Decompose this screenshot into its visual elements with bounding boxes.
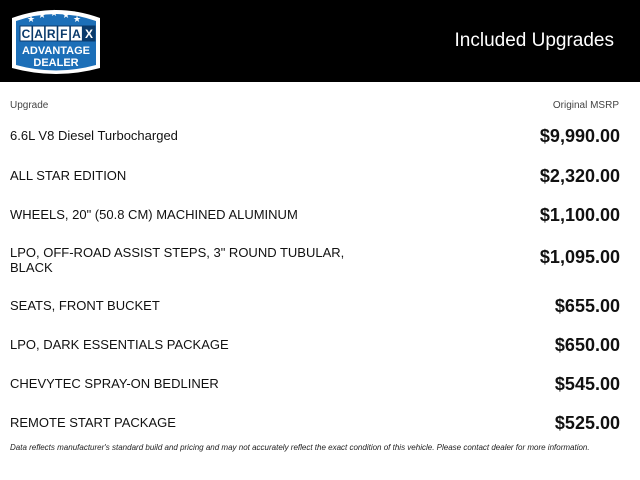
upgrade-price: $1,100.00 <box>539 205 620 225</box>
upgrade-name: ALL STAR EDITION <box>10 168 127 183</box>
svg-text:★: ★ <box>62 11 71 21</box>
upgrade-name: LPO, OFF-ROAD ASSIST STEPS, 3" ROUND TUBULAR, BLACK <box>10 245 345 275</box>
upgrade-price: $525.00 <box>554 413 620 433</box>
carfax-letter: A <box>34 27 43 41</box>
upgrade-price: $545.00 <box>554 374 620 394</box>
carfax-letter: X <box>84 27 94 41</box>
carfax-letter: F <box>60 27 68 41</box>
upgrade-name: CHEVYTEC SPRAY-ON BEDLINER <box>10 376 219 391</box>
carfax-letter: C <box>21 27 31 41</box>
carfax-letter: R <box>46 27 56 41</box>
upgrade-name: REMOTE START PACKAGE <box>10 415 176 430</box>
upgrade-name: LPO, DARK ESSENTIALS PACKAGE <box>10 337 229 352</box>
upgrade-price: $9,990.00 <box>539 126 620 146</box>
column-header-msrp: Original MSRP <box>552 100 619 111</box>
disclaimer-text: Data reflects manufacturer's standard build and pricing and may not accurately reflect the exact condition of this vehicle. Please contact dealer for more information. <box>10 443 590 452</box>
svg-text:DEALER: DEALER <box>33 57 79 69</box>
upgrade-price: $655.00 <box>554 296 620 316</box>
upgrade-name: WHEELS, 20" (50.8 CM) MACHINED ALUMINUM <box>10 207 298 222</box>
svg-text:★: ★ <box>27 15 36 25</box>
carfax-advantage-dealer-logo <box>6 4 106 78</box>
upgrade-name: 6.6L V8 Diesel Turbocharged <box>10 128 178 143</box>
carfax-letter: A <box>72 27 81 41</box>
svg-text:★: ★ <box>73 15 82 25</box>
svg-text:ADVANTAGE: ADVANTAGE <box>21 45 91 57</box>
upgrade-price: $650.00 <box>554 335 620 355</box>
upgrade-price: $1,095.00 <box>539 247 620 267</box>
svg-text:★: ★ <box>38 11 47 21</box>
page-title: Included Upgrades <box>454 30 614 51</box>
svg-text:★: ★ <box>50 9 59 19</box>
column-header-upgrade: Upgrade <box>10 100 49 111</box>
upgrade-name: SEATS, FRONT BUCKET <box>10 298 160 313</box>
upgrade-price: $2,320.00 <box>539 166 620 186</box>
header-bar <box>0 0 640 82</box>
